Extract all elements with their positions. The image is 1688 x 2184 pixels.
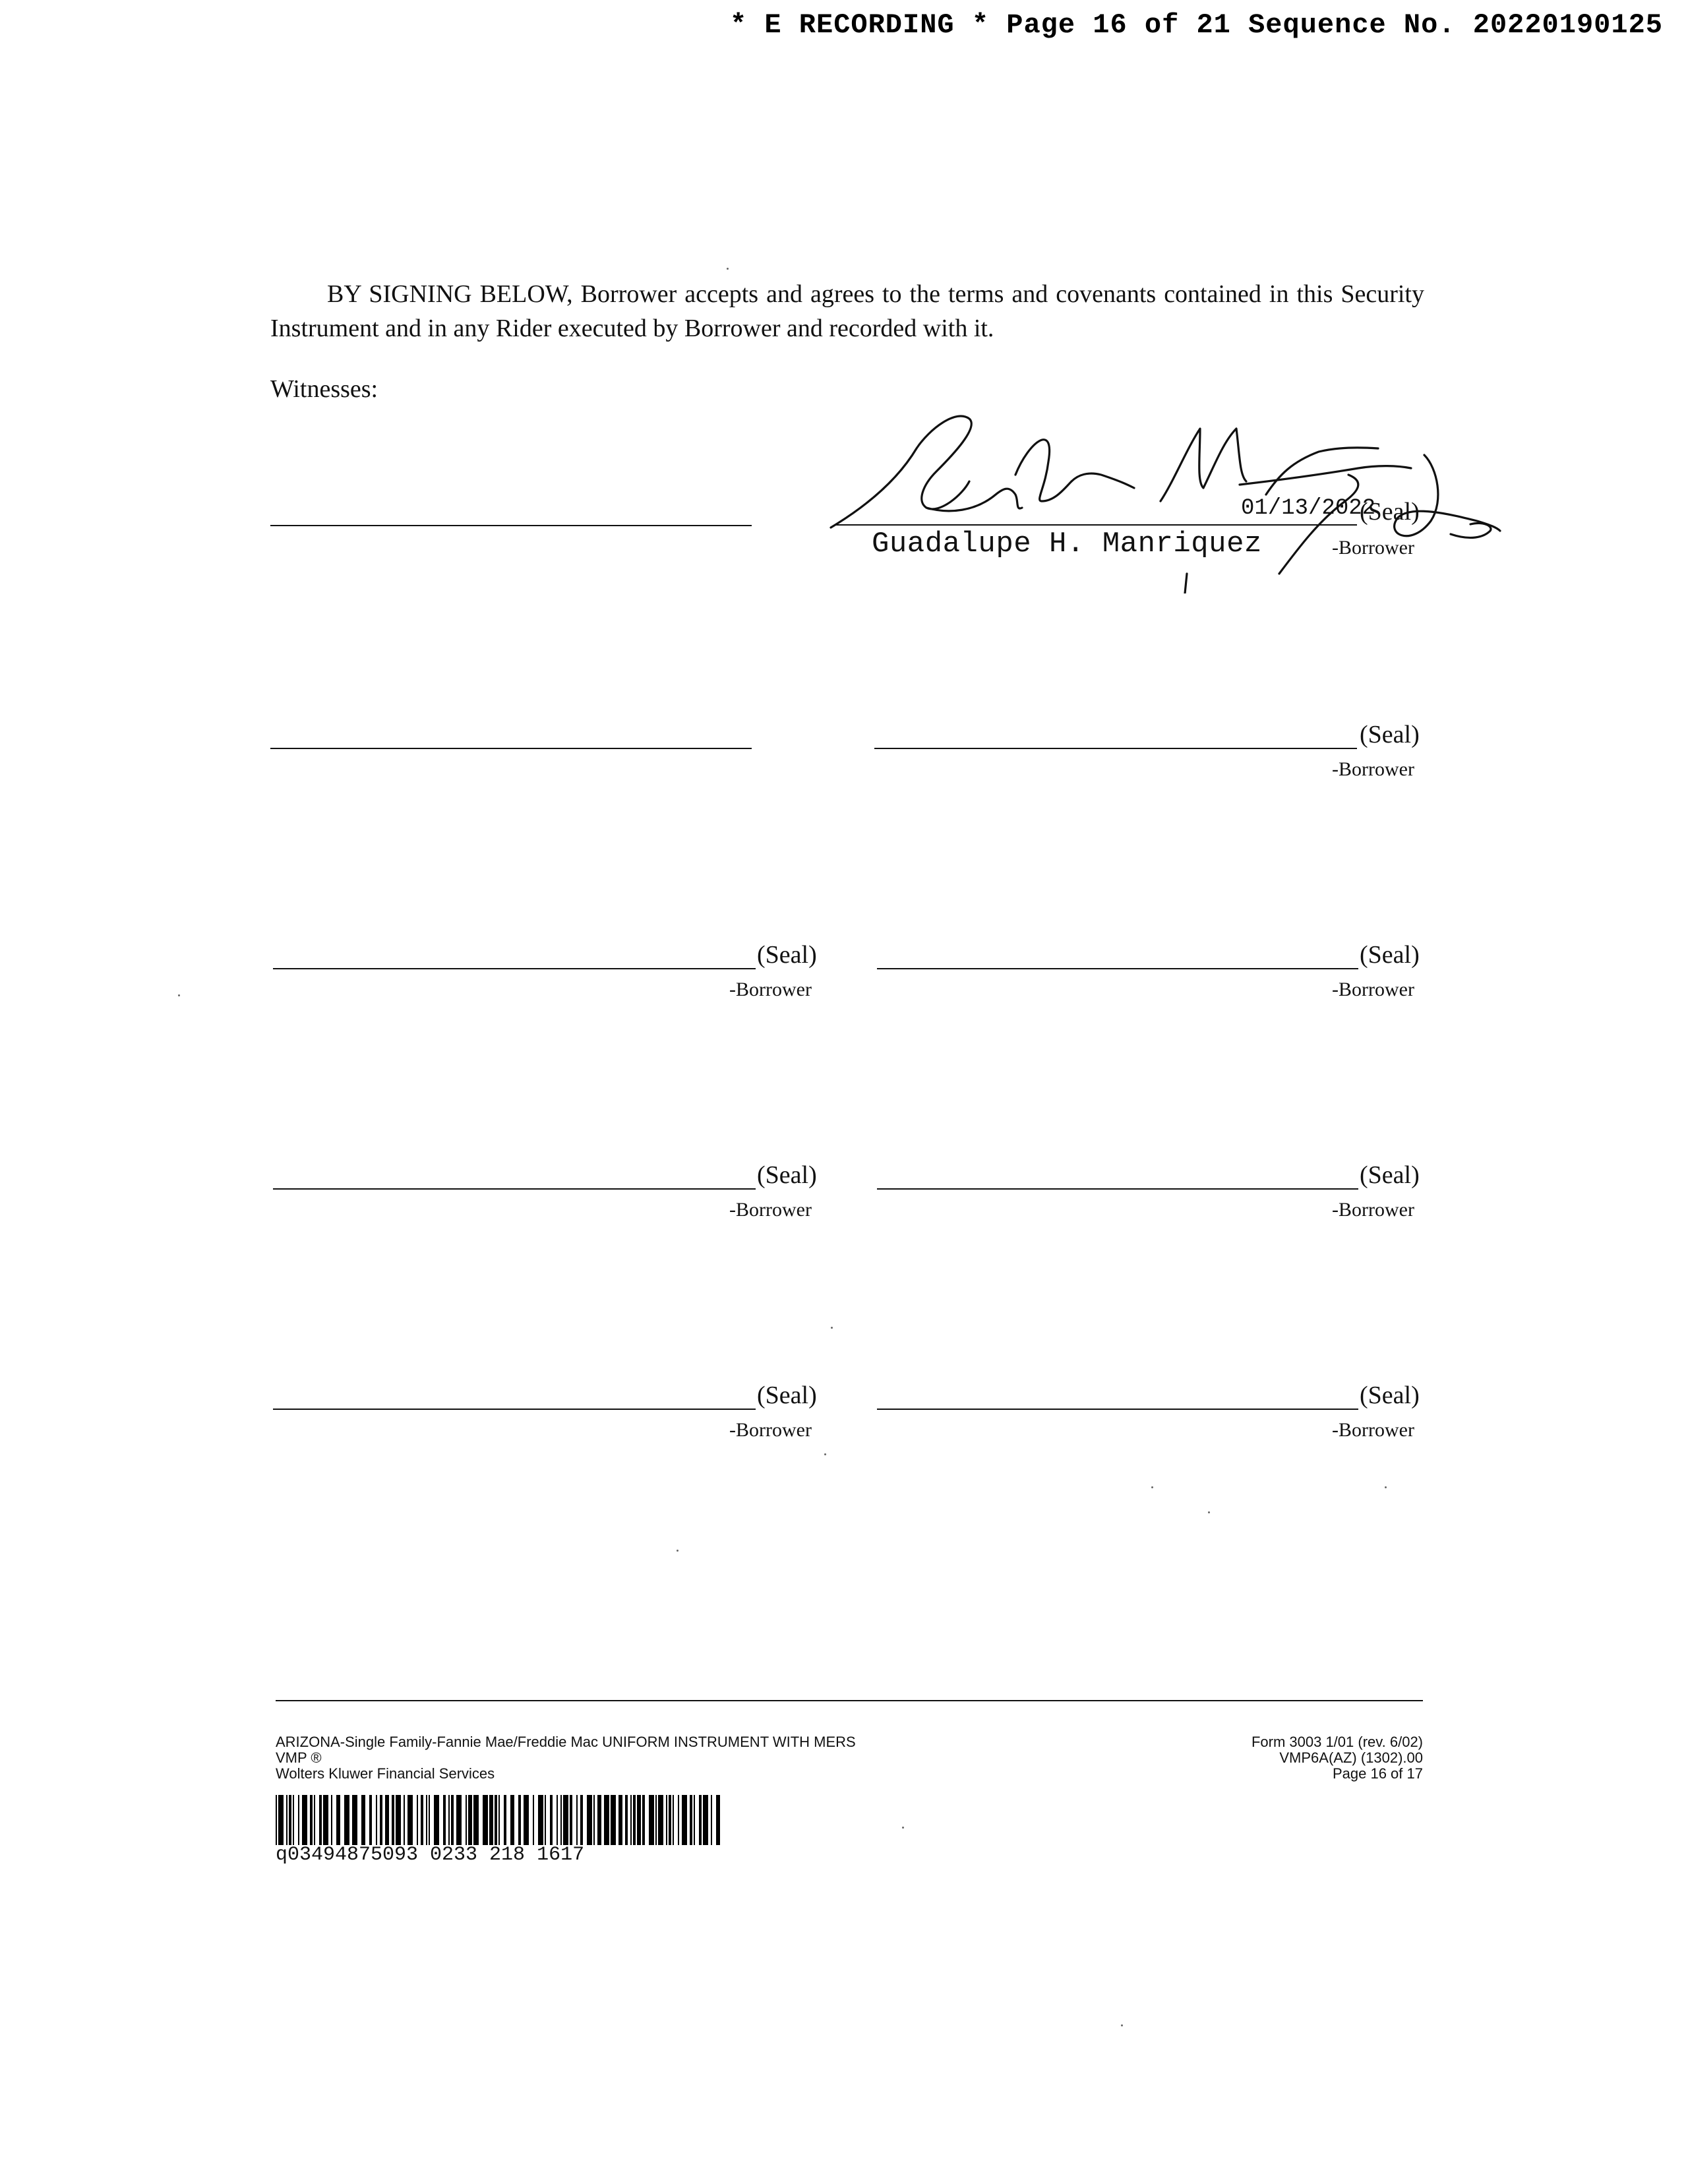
barcode-bar	[376, 1795, 377, 1845]
borrower-role-label-4: -Borrower	[1332, 979, 1414, 1000]
footer-form-number: Form 3003 1/01 (rev. 6/02)	[1251, 1734, 1423, 1750]
barcode-bar	[407, 1795, 413, 1845]
barcode-bar	[385, 1795, 389, 1845]
barcode-bar	[426, 1795, 427, 1845]
witnesses-label: Witnesses:	[270, 375, 378, 403]
barcode-bar	[642, 1795, 645, 1845]
barcode-bar	[473, 1795, 479, 1845]
borrower-role-label-8: -Borrower	[1332, 1419, 1414, 1441]
seal-label-3: (Seal)	[757, 941, 817, 969]
footer-publisher: Wolters Kluwer Financial Services	[276, 1765, 495, 1782]
barcode-bar	[673, 1795, 674, 1845]
barcode-bar	[666, 1795, 667, 1845]
borrower-signature-line-6	[877, 1188, 1358, 1190]
footer-vmp-mark: VMP ®	[276, 1749, 322, 1766]
barcode-bar	[604, 1795, 609, 1845]
barcode-bar	[336, 1795, 340, 1845]
barcode-bar	[538, 1795, 543, 1845]
scan-speck	[677, 1550, 678, 1552]
borrower-signature-line-5	[273, 1188, 756, 1190]
barcode-bar	[510, 1795, 514, 1845]
barcode-bar	[417, 1795, 418, 1845]
barcode-bar	[429, 1795, 430, 1845]
barcode-bar	[404, 1795, 405, 1845]
barcode-bar	[611, 1795, 616, 1845]
scan-speck	[178, 994, 180, 996]
barcode	[276, 1795, 725, 1845]
footer-rule	[276, 1700, 1423, 1701]
borrower-typed-name: Guadalupe H. Manriquez	[872, 528, 1262, 561]
barcode-bar	[637, 1795, 641, 1845]
barcode-bar	[498, 1795, 500, 1845]
borrower-signature-line-2	[874, 748, 1357, 749]
barcode-bar	[443, 1795, 446, 1845]
barcode-bar	[545, 1795, 546, 1845]
footer-page-number: Page 16 of 17	[1332, 1765, 1423, 1782]
borrower-role-label-7: -Borrower	[729, 1419, 812, 1441]
signing-statement	[270, 277, 1424, 346]
barcode-bar	[716, 1795, 720, 1845]
barcode-bar	[468, 1795, 472, 1845]
scan-speck	[824, 1453, 826, 1455]
footer-instrument-title: ARIZONA-Single Family-Fannie Mae/Freddie Mac UNIFORM INSTRUMENT WITH MERS	[276, 1734, 856, 1750]
barcode-bar	[331, 1795, 332, 1845]
scan-speck	[1208, 1511, 1210, 1513]
barcode-bar	[576, 1795, 578, 1845]
borrower-signature-line-4	[877, 968, 1358, 969]
seal-label-7: (Seal)	[757, 1381, 817, 1409]
borrower-signature-line-3	[273, 968, 756, 969]
barcode-bar	[448, 1795, 450, 1845]
barcode-bar	[293, 1795, 294, 1845]
barcode-bar	[625, 1795, 628, 1845]
barcode-bar	[361, 1795, 365, 1845]
barcode-bar	[593, 1795, 595, 1845]
barcode-bar	[655, 1795, 657, 1845]
signing-statement-text: BY SIGNING BELOW, Borrower accepts and agrees to the terms and covenants contained in this Security Instrument and in any Rider executed by Borrower and recorded with it.	[270, 280, 1424, 342]
barcode-bar	[690, 1795, 692, 1845]
barcode-bar	[580, 1795, 583, 1845]
barcode-bar	[434, 1795, 439, 1845]
barcode-bar	[380, 1795, 382, 1845]
barcode-bar	[396, 1795, 401, 1845]
barcode-bar	[633, 1795, 636, 1845]
scan-speck	[1121, 2024, 1123, 2026]
seal-label-4: (Seal)	[1360, 941, 1420, 969]
borrower-signature-line-8	[877, 1409, 1358, 1410]
borrower-signature-line-7	[273, 1409, 756, 1410]
barcode-bar	[658, 1795, 663, 1845]
barcode-bar	[466, 1795, 467, 1845]
barcode-bar	[483, 1795, 488, 1845]
signature-date: 01/13/2022	[1241, 496, 1376, 521]
scan-speck	[1151, 1486, 1153, 1488]
scan-speck	[831, 1327, 833, 1329]
barcode-bar	[703, 1795, 708, 1845]
barcode-bar	[618, 1795, 622, 1845]
seal-label-1: (Seal)	[1360, 498, 1420, 526]
seal-label-5: (Seal)	[757, 1161, 817, 1189]
barcode-bar	[649, 1795, 654, 1845]
seal-label-6: (Seal)	[1360, 1161, 1420, 1189]
barcode-bar	[286, 1795, 287, 1845]
barcode-bar	[302, 1795, 307, 1845]
barcode-bar	[630, 1795, 632, 1845]
scan-speck	[1385, 1486, 1387, 1488]
barcode-bar	[456, 1795, 462, 1845]
barcode-number: q03494875093 0233 218 1617	[276, 1844, 585, 1866]
footer-vmp-code: VMP6A(AZ) (1302).00	[1279, 1749, 1423, 1766]
barcode-bar	[319, 1795, 322, 1845]
barcode-bar	[533, 1795, 534, 1845]
footer-form-description	[276, 1734, 856, 1782]
seal-label-8: (Seal)	[1360, 1381, 1420, 1409]
barcode-bar	[678, 1795, 679, 1845]
barcode-bar	[694, 1795, 695, 1845]
borrower-role-label-1: -Borrower	[1332, 537, 1414, 559]
borrower-role-label-6: -Borrower	[1332, 1199, 1414, 1221]
scan-speck	[902, 1827, 904, 1829]
barcode-bar	[570, 1795, 572, 1845]
barcode-bar	[310, 1795, 313, 1845]
footer-form-info	[1251, 1734, 1423, 1782]
witness-line-1	[270, 525, 752, 526]
barcode-bar	[587, 1795, 592, 1845]
borrower-role-label-3: -Borrower	[729, 979, 812, 1000]
barcode-bar	[276, 1795, 277, 1845]
seal-label-2: (Seal)	[1360, 721, 1420, 748]
barcode-bar	[518, 1795, 521, 1845]
barcode-bar	[352, 1795, 357, 1845]
recording-header: * E RECORDING * Page 16 of 21 Sequence No. 20220190125	[729, 9, 1663, 41]
barcode-bar	[421, 1795, 423, 1845]
handwritten-signature	[818, 402, 1503, 593]
barcode-bar	[550, 1795, 553, 1845]
barcode-bar	[504, 1795, 506, 1845]
barcode-bar	[495, 1795, 497, 1845]
scan-speck	[727, 268, 729, 270]
witness-line-2	[270, 748, 752, 749]
barcode-bar	[560, 1795, 562, 1845]
barcode-bar	[699, 1795, 702, 1845]
borrower-role-label-5: -Borrower	[729, 1199, 812, 1221]
barcode-bar	[314, 1795, 315, 1845]
barcode-bar	[344, 1795, 349, 1845]
barcode-bar	[557, 1795, 558, 1845]
borrower-role-label-2: -Borrower	[1332, 758, 1414, 780]
barcode-bar	[669, 1795, 671, 1845]
barcode-bar	[489, 1795, 493, 1845]
barcode-bar	[323, 1795, 328, 1845]
barcode-bar	[369, 1795, 372, 1845]
barcode-bar	[278, 1795, 284, 1845]
barcode-bar	[711, 1795, 712, 1845]
barcode-bar	[682, 1795, 687, 1845]
barcode-bar	[451, 1795, 454, 1845]
barcode-bar	[524, 1795, 529, 1845]
barcode-bar	[563, 1795, 568, 1845]
barcode-bar	[298, 1795, 299, 1845]
barcode-bar	[392, 1795, 394, 1845]
barcode-bar	[597, 1795, 601, 1845]
barcode-bar	[289, 1795, 291, 1845]
